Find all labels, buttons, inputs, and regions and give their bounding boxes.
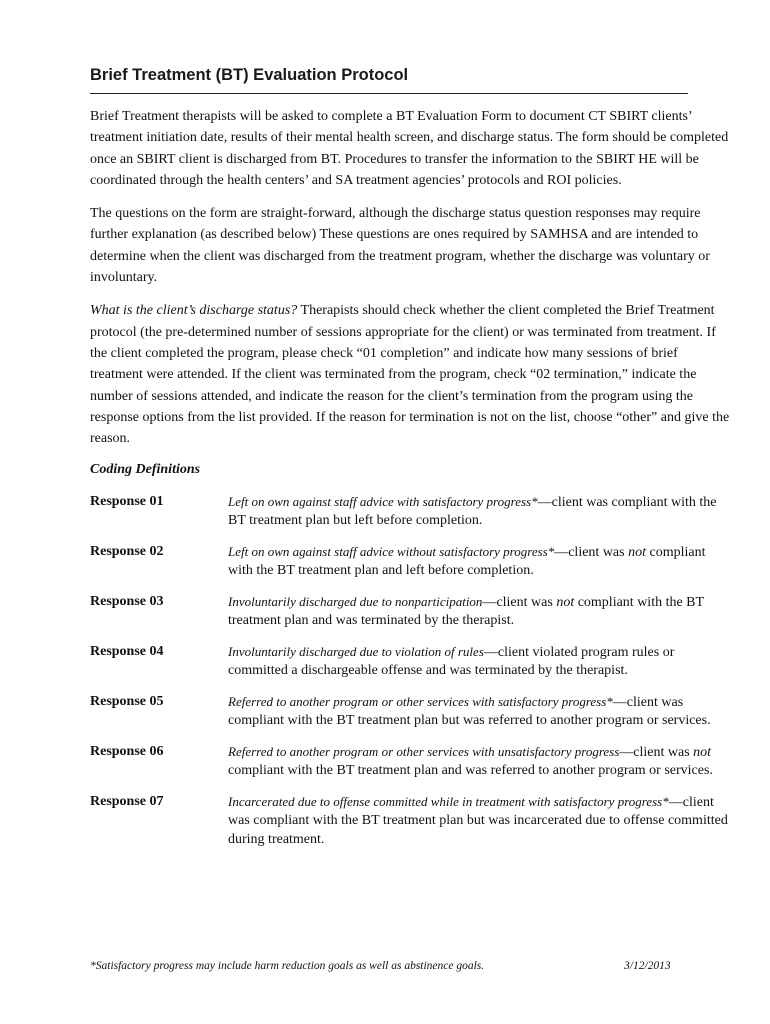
response-row	[90, 643, 730, 681]
response-definition	[228, 543, 730, 581]
title-divider	[90, 93, 688, 94]
response-desc-emphasis: not	[556, 594, 575, 610]
response-term: Involuntarily discharged due to nonparticipation	[228, 593, 483, 609]
response-desc-post: compliant with the BT treatment plan and left before completion.	[228, 544, 706, 579]
response-term: Referred to another program or other services with satisfactory progress*	[228, 693, 613, 709]
response-row	[90, 493, 730, 531]
coding-definitions-heading: Coding Definitions	[90, 462, 201, 478]
response-definition	[228, 593, 730, 631]
response-desc-pre: —client was	[482, 594, 557, 610]
response-term: Referred to another program or other services with unsatisfactory progress	[228, 743, 620, 759]
document-body	[90, 106, 730, 861]
response-desc-pre: —client was compliant with the BT treatment plan but left before completion.	[228, 494, 717, 529]
response-label: Response 07	[90, 793, 164, 809]
questions-paragraph: The questions on the form are straight-forward, although the discharge status question responses may require further explanation (as described below) These questions are ones required by SAMHSA and are intended to determine when the client was discharged from the treatment program, whether the discharge was voluntary or involuntary.	[90, 206, 710, 286]
response-desc-pre: —client was	[619, 744, 694, 760]
response-term: Left on own against staff advice without satisfactory progress*	[228, 543, 555, 559]
response-label: Response 02	[90, 543, 164, 559]
intro-paragraph: Brief Treatment therapists will be asked to complete a BT Evaluation Form to document CT SBIRT clients’ treatment initiation date, results of their mental health screen, and discharge status. The form should be completed once an SBIRT client is discharged from BT. Procedures to transfer the information to the SBIRT HE will be coordinated through the health centers’ and SA treatment agencies’ protocols and ROI policies.	[90, 109, 729, 188]
response-term: Left on own against staff advice with satisfactory progress*	[228, 493, 538, 509]
response-row	[90, 793, 730, 850]
response-desc-emphasis: not	[628, 544, 646, 560]
page-title: Brief Treatment (BT) Evaluation Protocol	[90, 66, 409, 84]
response-label: Response 01	[90, 493, 164, 509]
response-definition	[228, 493, 730, 531]
response-desc-pre: —client was compliant with the BT treatment plan but was referred to another program or services.	[228, 694, 711, 729]
response-row	[90, 693, 730, 731]
discharge-status-question: What is the client’s discharge status?	[90, 303, 298, 319]
response-definition	[228, 743, 730, 781]
response-row	[90, 743, 730, 781]
document-date: 3/12/2013	[624, 960, 671, 972]
response-row	[90, 543, 730, 581]
response-list	[90, 493, 730, 850]
response-desc-emphasis: not	[693, 744, 712, 760]
response-label: Response 03	[90, 593, 164, 609]
discharge-status-explanation: Therapists should check whether the client completed the Brief Treatment protocol (the pre-determined number of sessions appropriate for the client) or was terminated from treatment. If the client completed the program, please check “01 completion” and indicate how many sessions of brief treatment were attended. If the client was terminated from the program, check “02 termination,” indicate the number of sessions attended, and indicate the reason for the client’s termination from the program using the response options from the list provided. If the reason for termination is not on the list, choose “other” and give the reason.	[90, 303, 730, 447]
response-desc-pre: —client was compliant with the BT treatment plan but was incarcerated due to offense committed during treatment.	[228, 794, 728, 847]
response-definition	[228, 643, 730, 681]
response-desc-pre: —client violated program rules or committed a dischargeable offense and was terminated by the therapist.	[228, 644, 675, 679]
response-desc-post: compliant with the BT treatment plan and was referred to another program or services.	[228, 763, 713, 779]
response-term: Involuntarily discharged due to violation of rules	[228, 643, 484, 659]
response-definition	[228, 793, 730, 850]
response-desc-post: compliant with the BT treatment plan and was terminated by the therapist.	[228, 594, 704, 629]
response-label: Response 06	[90, 743, 164, 759]
response-label: Response 05	[90, 693, 164, 709]
response-definition	[228, 693, 730, 731]
response-term: Incarcerated due to offense committed while in treatment with satisfactory progress*	[228, 793, 669, 809]
response-desc-pre: —client was	[554, 544, 629, 560]
discharge-status-paragraph	[90, 300, 730, 449]
response-row	[90, 593, 730, 631]
footnote: *Satisfactory progress may include harm reduction goals as well as abstinence goals.	[90, 960, 485, 972]
response-label: Response 04	[90, 643, 164, 659]
